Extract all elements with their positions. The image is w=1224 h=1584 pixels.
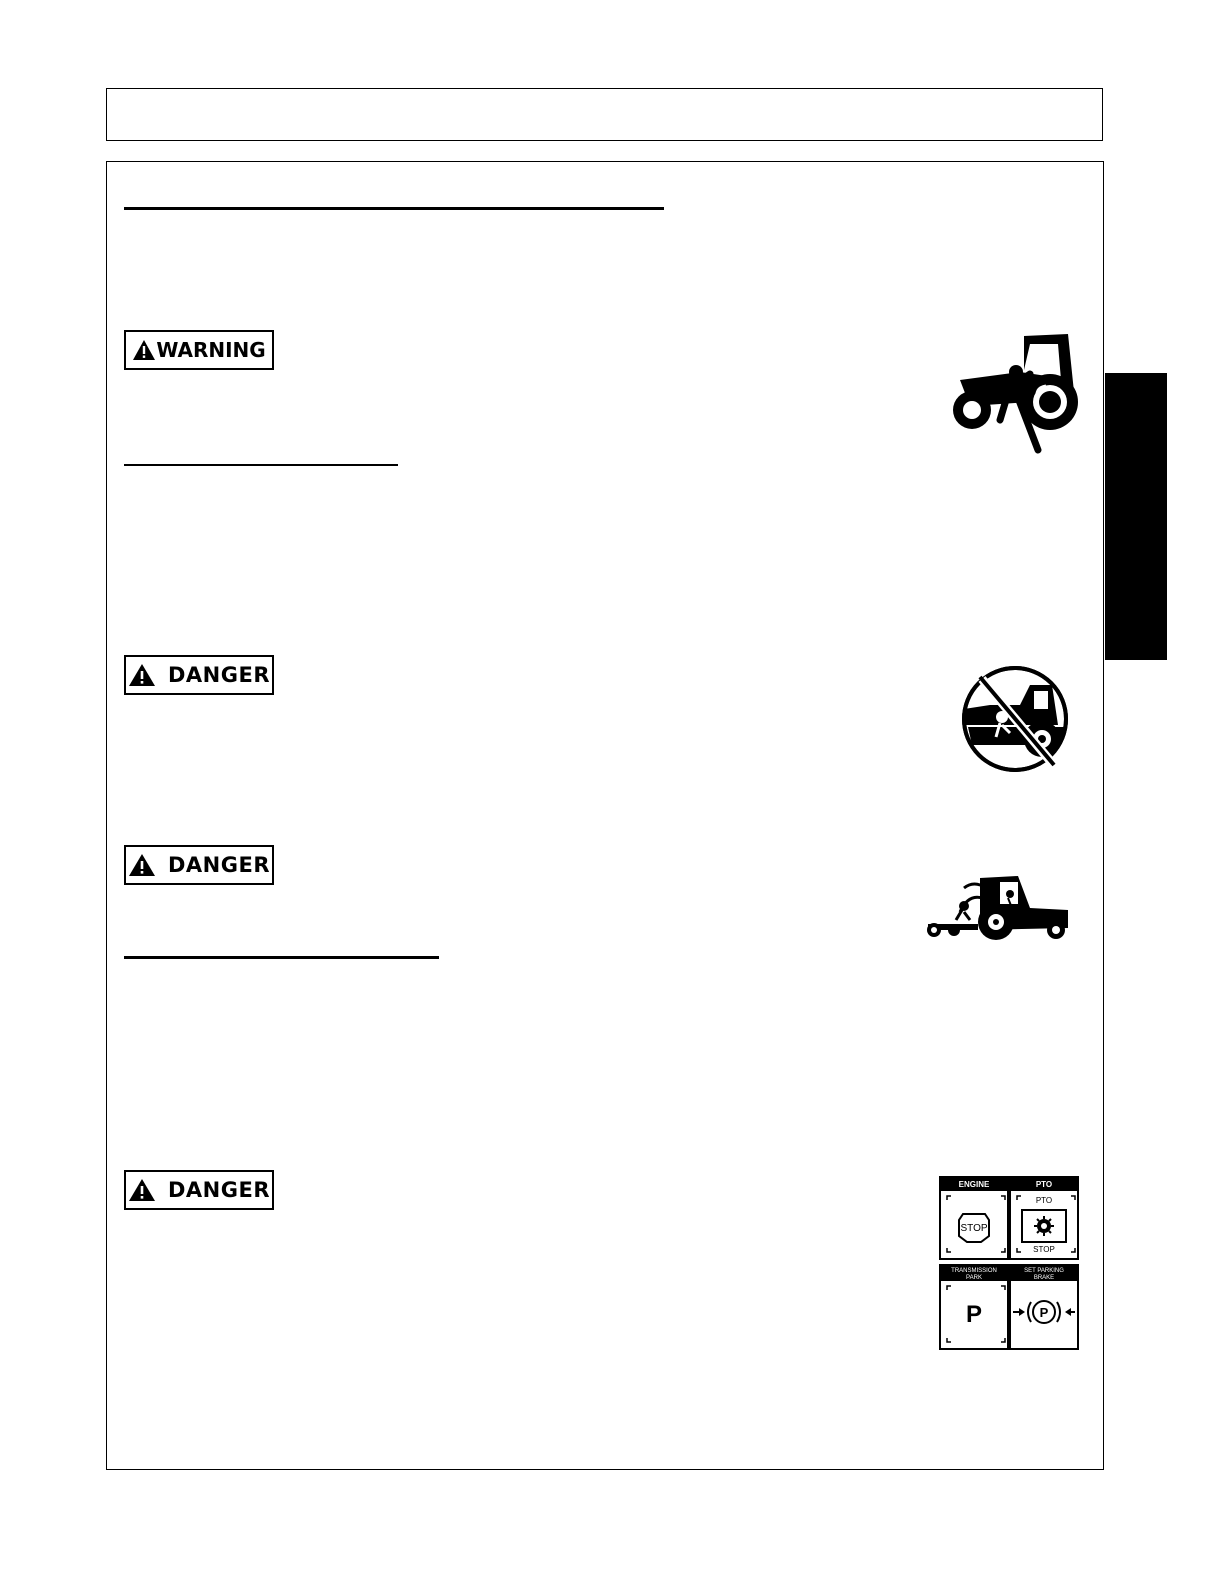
pto-inner-text: PTO [1035,1196,1053,1205]
transmission-header-1: TRANSMISSION [951,1268,997,1274]
section-heading-rule [124,207,664,210]
warning-signal [124,330,274,370]
thrown-object-icon [920,858,1070,958]
warning-triangle-icon [128,663,156,687]
pto-header: PTO [1035,1180,1053,1189]
subsection-rule-1 [124,464,398,466]
warning-label: WARNING [156,338,266,362]
brake-letter: P [1039,1305,1049,1320]
shutdown-procedure-panel [939,1176,1079,1350]
header-box [106,88,1103,141]
danger-signal-3 [124,1170,274,1210]
tractor-runover-icon [950,330,1080,455]
section-tab [1105,373,1167,660]
pto-stop-text: STOP [1033,1245,1055,1254]
no-riders-icon [960,665,1070,773]
parking-header-1: SET PARKING [1024,1268,1064,1274]
subsection-rule-2 [124,956,439,959]
danger-label: DANGER [167,1178,270,1202]
danger-signal-1 [124,655,274,695]
engine-stop-text: STOP [960,1223,988,1234]
warning-triangle-icon [128,853,156,877]
danger-signal-2 [124,845,274,885]
danger-label: DANGER [167,663,270,687]
warning-triangle-icon [132,339,156,361]
park-letter: P [965,1301,983,1328]
transmission-header-2: PARK [966,1275,982,1281]
warning-triangle-icon [128,1178,156,1202]
danger-label: DANGER [167,853,270,877]
engine-header: ENGINE [958,1180,990,1189]
parking-header-2: BRAKE [1033,1275,1055,1281]
